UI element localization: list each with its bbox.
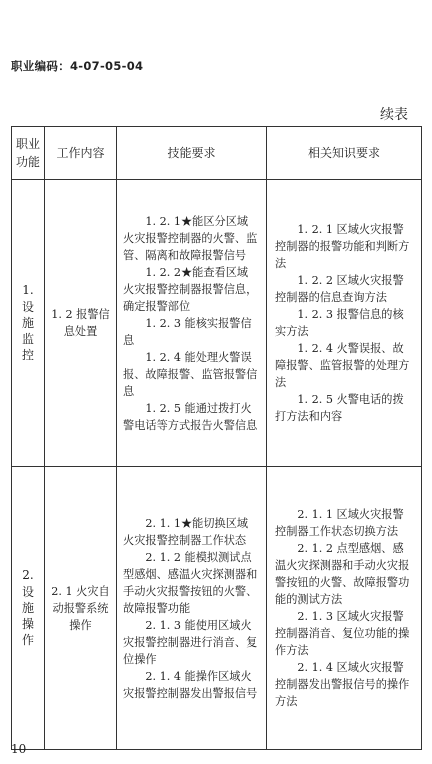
knowledge-item: 1. 2. 3 报警信息的核实方法 bbox=[275, 308, 404, 338]
function-name: 设施监控 bbox=[21, 300, 34, 362]
skill-item: 2. 1. 1★能切换区域火灾报警控制器工作状态 bbox=[123, 516, 249, 547]
header-knowledge: 相关知识要求 bbox=[267, 127, 422, 180]
knowledge-item: 2. 1. 2 点型感烟、感温火灾探测器和手动火灾报警按钮的火警、故障报警功能的测试方法 bbox=[275, 542, 410, 606]
table-header-row bbox=[12, 127, 422, 180]
function-number: 2. bbox=[22, 568, 34, 582]
skills-table bbox=[11, 126, 422, 750]
knowledge-item: 2. 1. 3 区域火灾报警控制器消音、复位功能的操作方法 bbox=[275, 610, 410, 657]
knowledge-item: 2. 1. 1 区域火灾报警控制器工作状态切换方法 bbox=[275, 508, 404, 538]
occupation-code: 职业编码：4-07-05-04 bbox=[11, 59, 144, 73]
skills-cell bbox=[117, 180, 267, 467]
knowledge-item: 1. 2. 4 火警误报、故障报警、监管报警的处理方法 bbox=[275, 342, 410, 389]
skill-item: 1. 2. 5 能通过拨打火警电话等方式报告火警信息 bbox=[123, 401, 258, 432]
skill-item: 1. 2. 3 能核实报警信息 bbox=[123, 316, 252, 347]
table-row bbox=[12, 180, 422, 467]
knowledge-item: 2. 1. 4 区域火灾报警控制器发出警报信号的操作方法 bbox=[275, 661, 410, 708]
header-content: 工作内容 bbox=[45, 127, 117, 180]
skill-item: 2. 1. 2 能模拟测试点型感烟、感温火灾探测器和手动火灾报警按钮的火警、故障报警功能 bbox=[123, 550, 258, 615]
function-name: 设施操作 bbox=[21, 585, 34, 647]
header-skills: 技能要求 bbox=[117, 127, 267, 180]
knowledge-cell bbox=[267, 467, 422, 750]
skills-cell bbox=[117, 467, 267, 750]
knowledge-item: 1. 2. 1 区域火灾报警控制器的报警功能和判断方法 bbox=[275, 223, 410, 270]
work-content-cell: 2. 1 火灾自动报警系统操作 bbox=[45, 467, 117, 750]
function-cell bbox=[12, 180, 45, 467]
knowledge-cell bbox=[267, 180, 422, 467]
knowledge-item: 1. 2. 2 区域火灾报警控制器的信息查询方法 bbox=[275, 274, 404, 304]
work-content-cell: 1. 2 报警信息处置 bbox=[45, 180, 117, 467]
skill-item: 1. 2. 4 能处理火警误报、故障报警、监管报警信息 bbox=[123, 350, 258, 398]
skill-item: 2. 1. 4 能操作区域火灾报警控制器发出警报信号 bbox=[123, 669, 258, 700]
function-number: 1. bbox=[22, 283, 34, 297]
knowledge-item: 1. 2. 5 火警电话的拨打方法和内容 bbox=[275, 393, 404, 423]
continued-label: 续表 bbox=[380, 107, 408, 123]
function-cell bbox=[12, 467, 45, 750]
skill-item: 1. 2. 2★能查看区域火灾报警控制器报警信息，确定报警部位 bbox=[123, 265, 258, 313]
skill-item: 1. 2. 1★能区分区域火灾报警控制器的火警、监管、隔离和故障报警信号 bbox=[123, 214, 258, 262]
table-row bbox=[12, 467, 422, 750]
page-number: 10 bbox=[11, 742, 27, 756]
skill-item: 2. 1. 3 能使用区域火灾报警控制器进行消音、复位操作 bbox=[123, 618, 258, 666]
header-function: 职业 功能 bbox=[12, 127, 45, 180]
